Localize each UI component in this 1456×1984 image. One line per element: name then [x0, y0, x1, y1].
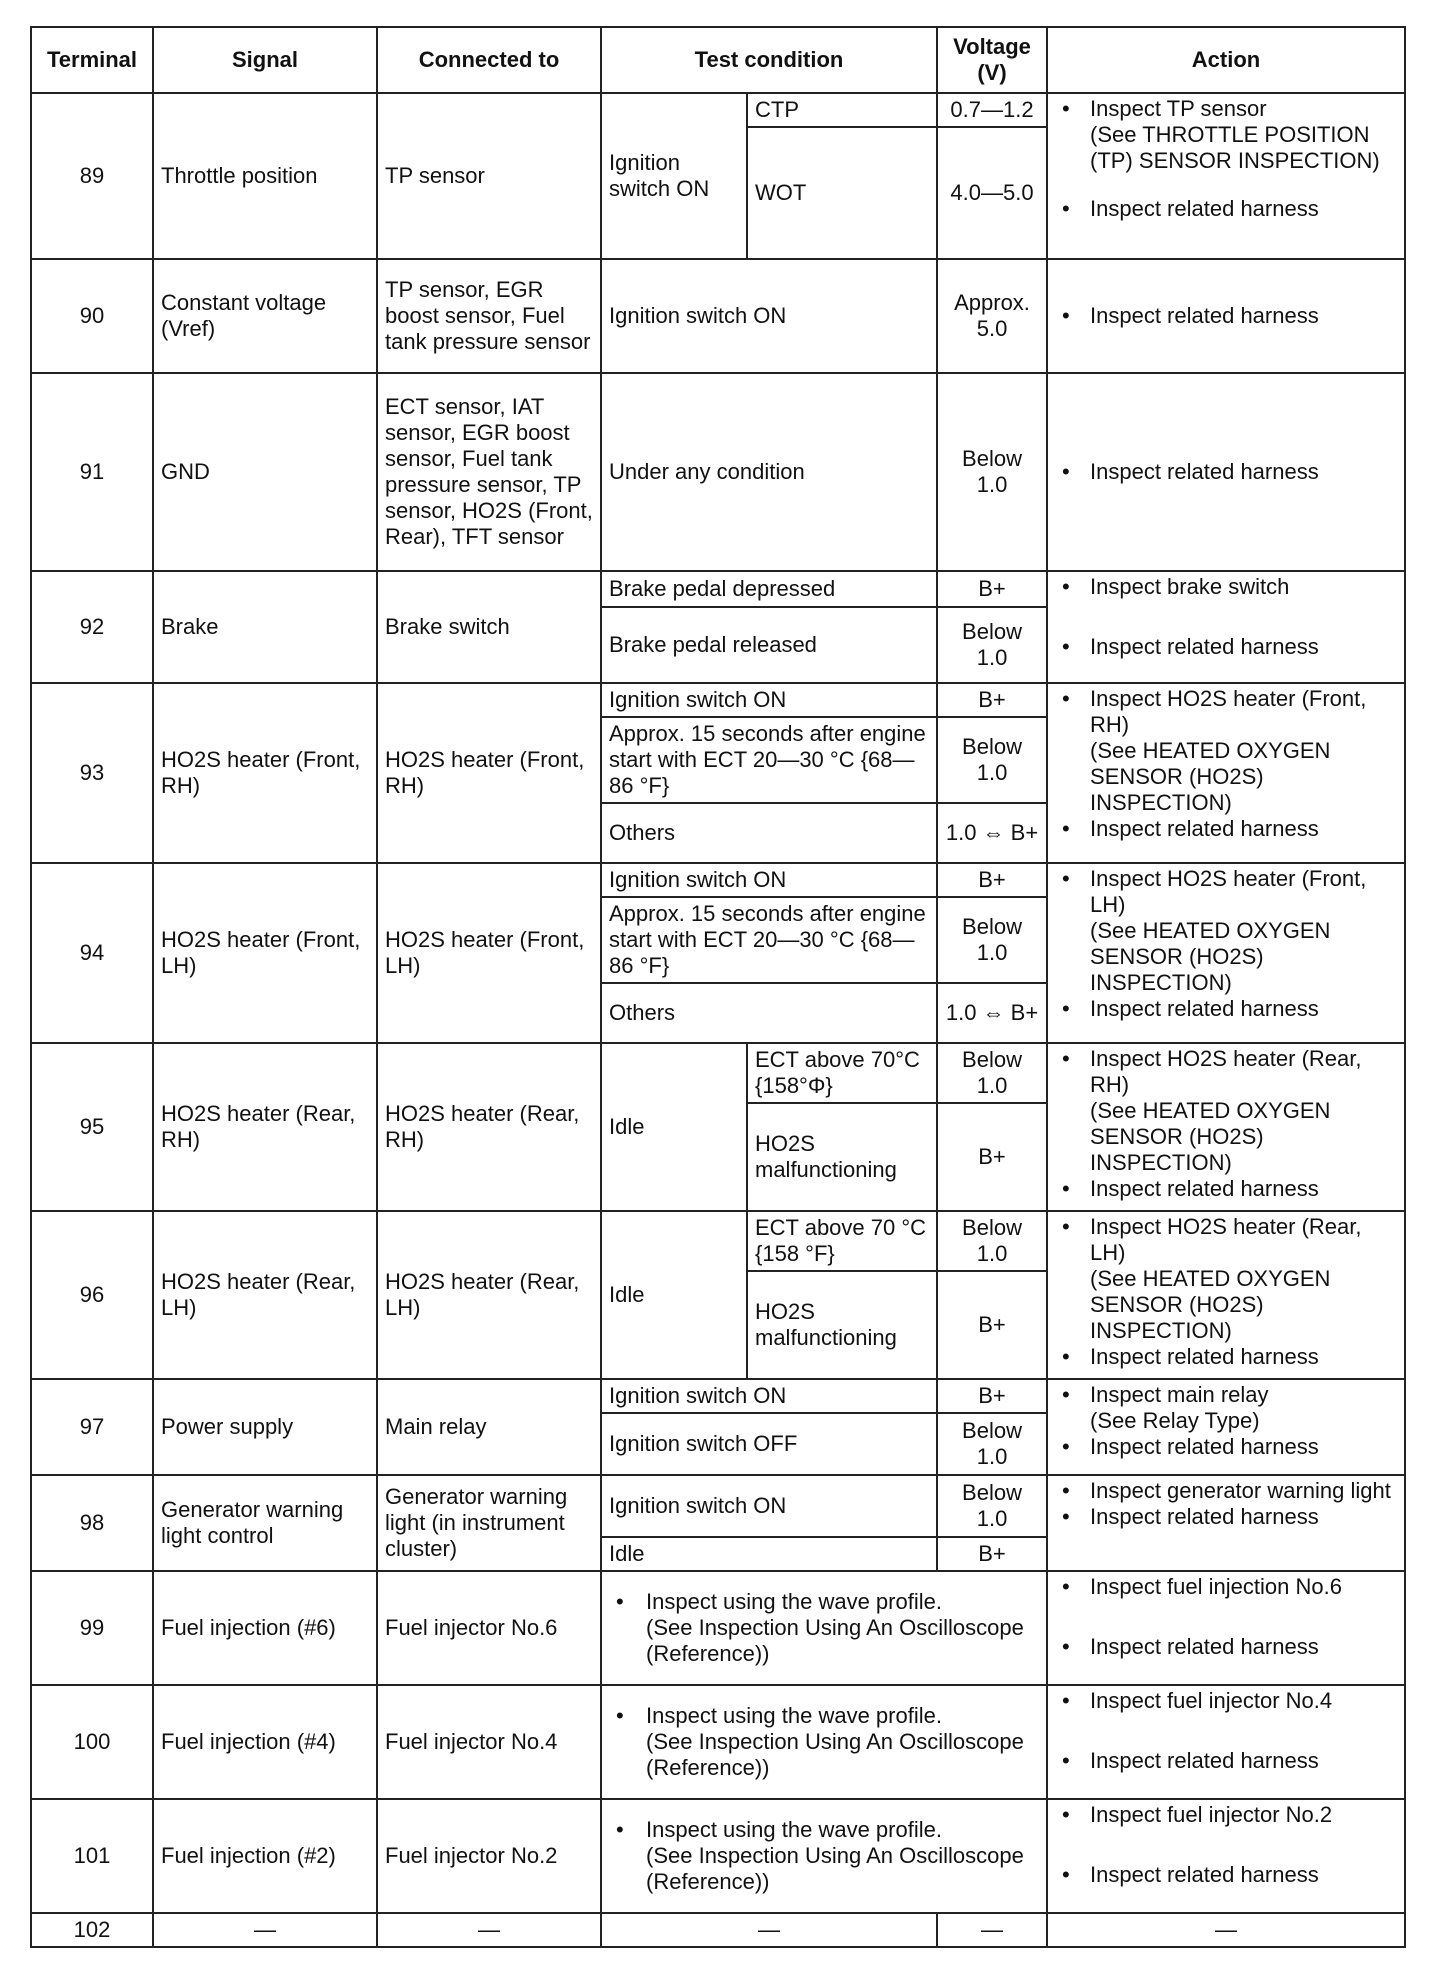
action-reference: (See Relay Type)	[1090, 1407, 1260, 1433]
terminal-cell: 99	[31, 1571, 153, 1685]
voltage-cell: Below 1.0	[937, 717, 1047, 803]
action-cell: —	[1047, 1913, 1405, 1947]
condition-cell: Brake pedal depressed	[601, 571, 937, 607]
header-action: Action	[1047, 27, 1405, 93]
table-row	[31, 1211, 1405, 1271]
pcm-terminal-voltage-table	[30, 26, 1406, 1948]
table-row	[31, 1475, 1405, 1537]
action-item: Inspect TP sensor	[1090, 96, 1267, 121]
action-item: Inspect HO2S heater (Rear, LH)	[1090, 1213, 1362, 1265]
condition-cell: Idle	[601, 1537, 937, 1571]
voltage-cell: —	[937, 1913, 1047, 1947]
connected-cell: TP sensor, EGR boost sensor, Fuel tank pressure sensor	[377, 259, 601, 373]
voltage-cell: Below 1.0	[937, 1475, 1047, 1537]
wave-profile-cell: • Inspect using the wave profile. (See Inspection Using An Oscilloscope (Reference))	[601, 1571, 1047, 1685]
condition-cell: Ignition switch ON	[601, 863, 937, 897]
connected-cell: HO2S heater (Rear, RH)	[377, 1043, 601, 1211]
signal-cell: GND	[153, 373, 377, 571]
wave-instruction: Inspect using the wave profile.	[646, 1588, 942, 1614]
voltage-cell: Below 1.0	[937, 897, 1047, 983]
voltage-cell: 1.0 ⇔ B+	[937, 803, 1047, 863]
wave-instruction: Inspect using the wave profile.	[646, 1702, 942, 1728]
wave-profile-cell: • Inspect using the wave profile. (See Inspection Using An Oscilloscope (Reference))	[601, 1799, 1047, 1913]
condition-cell: Ignition switch ON	[601, 1379, 937, 1413]
action-reference: (See HEATED OXYGEN SENSOR (HO2S) INSPECTION)	[1090, 737, 1331, 815]
condition-cell: Idle	[601, 1043, 747, 1211]
voltage-cell: Below 1.0	[937, 607, 1047, 683]
action-reference: (See HEATED OXYGEN SENSOR (HO2S) INSPECTION)	[1090, 917, 1331, 995]
signal-cell: HO2S heater (Rear, LH)	[153, 1211, 377, 1379]
table-row	[31, 1379, 1405, 1413]
wave-reference: (See Inspection Using An Oscilloscope (Reference))	[646, 1728, 1024, 1780]
signal-cell: HO2S heater (Front, LH)	[153, 863, 377, 1043]
signal-cell: HO2S heater (Rear, RH)	[153, 1043, 377, 1211]
subcondition-cell: ECT above 70 °C {158 °F}	[747, 1211, 937, 1271]
action-item: Inspect main relay	[1090, 1381, 1269, 1407]
subcondition-cell: ECT above 70°C {158°Φ}	[747, 1043, 937, 1103]
action-cell: • Inspect fuel injector No.4 • Inspect related harness	[1047, 1685, 1405, 1799]
action-reference: (See HEATED OXYGEN SENSOR (HO2S) INSPECTION)	[1090, 1265, 1331, 1343]
action-item: Inspect HO2S heater (Front, RH)	[1090, 685, 1367, 737]
header-signal: Signal	[153, 27, 377, 93]
condition-cell: Idle	[601, 1211, 747, 1379]
subcondition-cell: HO2S malfunctioning	[747, 1103, 937, 1211]
header-test-condition: Test condition	[601, 27, 937, 93]
condition-cell: Ignition switch ON	[601, 1475, 937, 1537]
connected-cell: Fuel injector No.6	[377, 1571, 601, 1685]
header-terminal: Terminal	[31, 27, 153, 93]
voltage-cell: 0.7—1.2	[937, 93, 1047, 127]
action-item: Inspect related harness	[1090, 1503, 1319, 1529]
condition-cell: Approx. 15 seconds after engine start with ECT 20—30 °C {68—86 °F}	[601, 897, 937, 983]
terminal-cell: 101	[31, 1799, 153, 1913]
voltage-cell: 1.0 ⇔ B+	[937, 983, 1047, 1043]
condition-cell: Others	[601, 983, 937, 1043]
wave-profile-cell: • Inspect using the wave profile. (See Inspection Using An Oscilloscope (Reference))	[601, 1685, 1047, 1799]
terminal-cell: 102	[31, 1913, 153, 1947]
voltage-cell: B+	[937, 683, 1047, 717]
action-item: Inspect related harness	[1090, 995, 1319, 1021]
action-item: Inspect HO2S heater (Rear, RH)	[1090, 1045, 1362, 1097]
signal-cell: Fuel injection (#4)	[153, 1685, 377, 1799]
voltage-cell: B+	[937, 1379, 1047, 1413]
voltage-cell: Below 1.0	[937, 1211, 1047, 1271]
connected-cell: TP sensor	[377, 93, 601, 259]
condition-cell: Approx. 15 seconds after engine start with ECT 20—30 °C {68—86 °F}	[601, 717, 937, 803]
action-item: Inspect related harness	[1090, 1175, 1319, 1201]
signal-cell: —	[153, 1913, 377, 1947]
table-row	[31, 683, 1405, 717]
action-cell: • Inspect related harness	[1047, 259, 1405, 373]
condition-cell: Ignition switch ON	[601, 683, 937, 717]
table-row	[31, 259, 1405, 373]
action-cell: • Inspect brake switch • Inspect related harness	[1047, 571, 1405, 683]
condition-cell: Under any condition	[601, 373, 937, 571]
action-item: Inspect related harness	[1090, 1433, 1319, 1459]
voltage-cell: B+	[937, 863, 1047, 897]
action-cell: • Inspect fuel injector No.2 • Inspect related harness	[1047, 1799, 1405, 1913]
connected-cell: HO2S heater (Front, RH)	[377, 683, 601, 863]
connected-cell: ECT sensor, IAT sensor, EGR boost sensor, Fuel tank pressure sensor, TP sensor, HO2S (Front, Rear), TFT sensor	[377, 373, 601, 571]
condition-cell: Brake pedal released	[601, 607, 937, 683]
table-row	[31, 1799, 1405, 1913]
action-item: Inspect related harness	[1090, 1633, 1319, 1659]
signal-cell: Fuel injection (#6)	[153, 1571, 377, 1685]
voltage-cell: B+	[937, 1271, 1047, 1379]
condition-cell: Ignition switch ON	[601, 93, 747, 259]
terminal-cell: 100	[31, 1685, 153, 1799]
table-row	[31, 1913, 1405, 1947]
voltage-cell: Below 1.0	[937, 1413, 1047, 1475]
action-item: Inspect brake switch	[1090, 573, 1290, 599]
header-row	[31, 27, 1405, 93]
terminal-cell: 97	[31, 1379, 153, 1475]
signal-cell: Fuel injection (#2)	[153, 1799, 377, 1913]
connected-cell: —	[377, 1913, 601, 1947]
action-cell: • Inspect generator warning light • Inspect related harness	[1047, 1475, 1405, 1571]
wave-instruction: Inspect using the wave profile.	[646, 1816, 942, 1842]
terminal-cell: 95	[31, 1043, 153, 1211]
voltage-cell: B+	[937, 1537, 1047, 1571]
terminal-cell: 98	[31, 1475, 153, 1571]
table-row	[31, 1571, 1405, 1685]
action-item: Inspect related harness	[1090, 1861, 1319, 1887]
voltage-cell: Below 1.0	[937, 373, 1047, 571]
terminal-cell: 90	[31, 259, 153, 373]
table-row	[31, 373, 1405, 571]
condition-cell: Others	[601, 803, 937, 863]
action-item: Inspect fuel injector No.4	[1090, 1687, 1333, 1713]
header-connected-to: Connected to	[377, 27, 601, 93]
action-reference: (See HEATED OXYGEN SENSOR (HO2S) INSPECTION)	[1090, 1097, 1331, 1175]
action-cell: • Inspect main relay (See Relay Type) • Inspect related harness	[1047, 1379, 1405, 1475]
wave-reference: (See Inspection Using An Oscilloscope (Reference))	[646, 1842, 1024, 1894]
action-item: Inspect related harness	[1090, 815, 1319, 841]
action-cell: • Inspect fuel injection No.6 • Inspect related harness	[1047, 1571, 1405, 1685]
table-row	[31, 863, 1405, 897]
table-row	[31, 93, 1405, 127]
action-cell: • Inspect HO2S heater (Rear, LH) (See HEATED OXYGEN SENSOR (HO2S) INSPECTION) • Inspect related harness	[1047, 1211, 1405, 1379]
table-row	[31, 1043, 1405, 1103]
header-voltage: Voltage (V)	[937, 27, 1047, 93]
table-row	[31, 571, 1405, 607]
terminal-cell: 89	[31, 93, 153, 259]
condition-cell: Ignition switch OFF	[601, 1413, 937, 1475]
signal-cell: Brake	[153, 571, 377, 683]
connected-cell: Brake switch	[377, 571, 601, 683]
action-item: Inspect generator warning light	[1090, 1477, 1391, 1503]
action-item: Inspect related harness	[1090, 195, 1319, 221]
signal-cell: HO2S heater (Front, RH)	[153, 683, 377, 863]
subcondition-cell: HO2S malfunctioning	[747, 1271, 937, 1379]
terminal-cell: 92	[31, 571, 153, 683]
terminal-cell: 93	[31, 683, 153, 863]
terminal-cell: 94	[31, 863, 153, 1043]
terminal-cell: 91	[31, 373, 153, 571]
voltage-cell: 4.0—5.0	[937, 127, 1047, 259]
connected-cell: Fuel injector No.4	[377, 1685, 601, 1799]
voltage-cell: Below 1.0	[937, 1043, 1047, 1103]
action-item: Inspect HO2S heater (Front, LH)	[1090, 865, 1367, 917]
action-item: Inspect fuel injection No.6	[1090, 1573, 1342, 1599]
table-row	[31, 1685, 1405, 1799]
terminal-cell: 96	[31, 1211, 153, 1379]
condition-cell: Ignition switch ON	[601, 259, 937, 373]
signal-cell: Throttle position	[153, 93, 377, 259]
signal-cell: Power supply	[153, 1379, 377, 1475]
connected-cell: HO2S heater (Front, LH)	[377, 863, 601, 1043]
action-item: Inspect related harness	[1090, 1747, 1319, 1773]
action-cell: • Inspect HO2S heater (Rear, RH) (See HEATED OXYGEN SENSOR (HO2S) INSPECTION) • Inspect related harness	[1047, 1043, 1405, 1211]
action-item: Inspect related harness	[1090, 1343, 1319, 1369]
action-item: Inspect related harness	[1090, 458, 1319, 484]
action-reference: (See THROTTLE POSITION (TP) SENSOR INSPECTION)	[1090, 121, 1380, 173]
signal-cell: Constant voltage (Vref)	[153, 259, 377, 373]
action-cell: • Inspect HO2S heater (Front, LH) (See HEATED OXYGEN SENSOR (HO2S) INSPECTION) • Inspect related harness	[1047, 863, 1405, 1043]
signal-cell: Generator warning light control	[153, 1475, 377, 1571]
subcondition-cell: CTP	[747, 93, 937, 127]
condition-cell: —	[601, 1913, 937, 1947]
connected-cell: HO2S heater (Rear, LH)	[377, 1211, 601, 1379]
action-item: Inspect fuel injector No.2	[1090, 1801, 1333, 1827]
action-item: Inspect related harness	[1090, 633, 1319, 659]
connected-cell: Generator warning light (in instrument cluster)	[377, 1475, 601, 1571]
connected-cell: Fuel injector No.2	[377, 1799, 601, 1913]
voltage-cell: Approx. 5.0	[937, 259, 1047, 373]
voltage-cell: B+	[937, 571, 1047, 607]
terminal-table-page	[30, 26, 1404, 1948]
action-cell: • Inspect HO2S heater (Front, RH) (See HEATED OXYGEN SENSOR (HO2S) INSPECTION) • Inspect related harness	[1047, 683, 1405, 863]
connected-cell: Main relay	[377, 1379, 601, 1475]
action-cell: • Inspect related harness	[1047, 373, 1405, 571]
voltage-cell: B+	[937, 1103, 1047, 1211]
wave-reference: (See Inspection Using An Oscilloscope (Reference))	[646, 1614, 1024, 1666]
action-item: Inspect related harness	[1090, 302, 1319, 328]
action-cell: • Inspect TP sensor (See THROTTLE POSITION (TP) SENSOR INSPECTION) • Inspect related harness	[1047, 93, 1405, 259]
subcondition-cell: WOT	[747, 127, 937, 259]
